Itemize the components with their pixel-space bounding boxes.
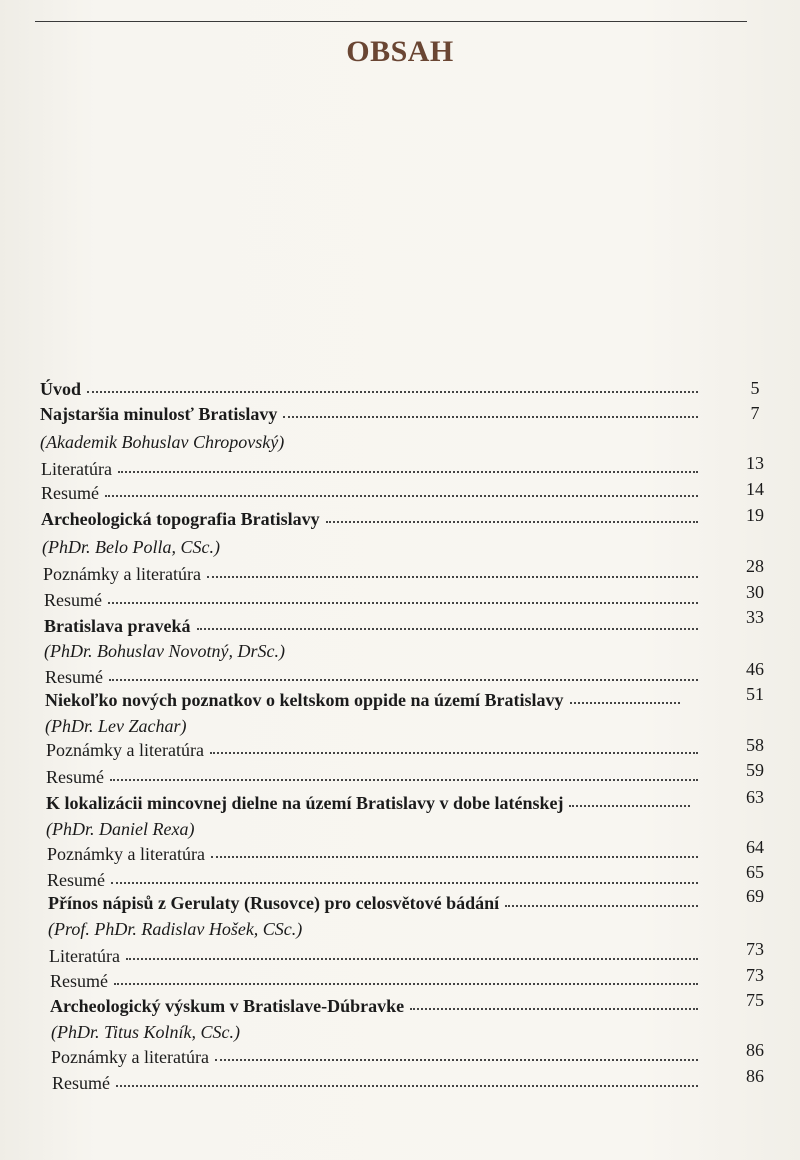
toc-entry-author: (PhDr. Lev Zachar) <box>45 716 187 736</box>
toc-leader-dots <box>215 1055 698 1061</box>
toc-leader-dots <box>211 852 698 858</box>
toc-entry <box>42 537 720 557</box>
toc-entry <box>45 667 698 687</box>
toc-entry-title: Úvod <box>40 379 82 399</box>
toc-page-number: 75 <box>746 990 764 1010</box>
toc-entry <box>46 819 720 839</box>
toc-entry-author: (PhDr. Titus Kolník, CSc.) <box>51 1022 241 1042</box>
toc-entry-title: Resumé <box>47 870 105 890</box>
toc-page-number: 63 <box>746 787 764 807</box>
toc-entry <box>41 459 698 479</box>
toc-page-number: 7 <box>750 403 760 423</box>
toc-leader-dots <box>110 775 698 781</box>
toc-entry <box>49 946 698 966</box>
toc-entry <box>51 1022 720 1042</box>
toc-leader-dots <box>410 1004 698 1010</box>
toc-entry <box>44 616 698 636</box>
toc-entry-title: Resumé <box>41 483 99 503</box>
toc-leader-dots <box>116 1081 698 1087</box>
toc-entry-title: Poznámky a literatúra <box>47 844 205 864</box>
toc-leader-dots <box>105 491 698 497</box>
toc-entry <box>41 483 698 503</box>
toc-leader-dots <box>126 954 698 960</box>
page-title: OBSAH <box>346 35 454 68</box>
toc-page-number: 46 <box>746 659 764 679</box>
toc-page-number: 13 <box>746 453 764 473</box>
toc-entry-title: Bratislava praveká <box>44 616 191 636</box>
toc-entry-title: Přínos nápisů z Gerulaty (Rusovce) pro celosvětové bádání <box>48 893 500 913</box>
toc-entry-title: Poznámky a literatúra <box>43 564 201 584</box>
toc-entry <box>46 793 690 813</box>
toc-entry <box>50 996 698 1016</box>
toc-leader-dots <box>114 979 698 985</box>
toc-entry-title: Resumé <box>50 971 108 991</box>
toc-entry-title: Niekoľko nových poznatkov o keltskom oppide na území Bratislavy <box>45 690 564 710</box>
top-rule <box>35 21 747 22</box>
toc-leader-dots <box>505 901 698 907</box>
toc-entry <box>50 971 698 991</box>
toc-leader-dots <box>207 572 698 578</box>
toc-entry-title: Najstaršia minulosť Bratislavy <box>40 404 278 424</box>
toc-entry-title: Poznámky a literatúra <box>51 1047 209 1067</box>
toc-page-number: 58 <box>746 735 764 755</box>
toc-page-number: 51 <box>746 684 764 704</box>
toc-entry <box>48 893 698 913</box>
toc-entry <box>41 509 698 529</box>
toc-entry-title: Resumé <box>44 590 102 610</box>
toc-page-number: 73 <box>746 939 764 959</box>
toc-entry <box>44 590 698 610</box>
toc-entry <box>52 1073 698 1093</box>
toc-entry <box>45 716 720 736</box>
toc-page-number: 86 <box>746 1066 764 1086</box>
toc-entry-title: Resumé <box>46 767 104 787</box>
toc-entry <box>46 767 698 787</box>
toc-leader-dots <box>109 675 698 681</box>
toc-entry-author: (Akademik Bohuslav Chropovský) <box>40 432 285 452</box>
toc-entry-title: Resumé <box>45 667 103 687</box>
toc-entry <box>48 919 720 939</box>
toc-entry-author: (Prof. PhDr. Radislav Hošek, CSc.) <box>48 919 303 939</box>
toc-leader-dots <box>326 517 698 523</box>
toc-page-number: 14 <box>746 479 764 499</box>
toc-page-number: 59 <box>746 760 764 780</box>
toc-leader-dots <box>569 801 690 807</box>
toc-entry-author: (PhDr. Daniel Rexa) <box>46 819 195 839</box>
toc-entry <box>47 844 698 864</box>
toc-leader-dots <box>118 467 698 473</box>
toc-entry <box>51 1047 698 1067</box>
toc-entry-title: Archeologický výskum v Bratislave-Dúbravke <box>50 996 405 1016</box>
toc-entry <box>40 379 698 399</box>
toc-leader-dots <box>283 412 698 418</box>
toc-page-number: 28 <box>746 556 764 576</box>
toc-entry <box>46 740 698 760</box>
toc-leader-dots <box>570 698 681 704</box>
toc-leader-dots <box>197 624 699 630</box>
toc-page-number: 69 <box>746 886 764 906</box>
toc-entry-author: (PhDr. Bohuslav Novotný, DrSc.) <box>44 641 285 661</box>
toc-page-number: 33 <box>746 607 764 627</box>
toc-entry-title: Literatúra <box>41 459 112 479</box>
toc-entry <box>40 432 720 452</box>
toc-leader-dots <box>87 387 698 393</box>
toc-page-number: 86 <box>746 1040 764 1060</box>
toc-entry <box>40 404 698 424</box>
toc-entry <box>44 641 720 661</box>
toc-entry-title: Resumé <box>52 1073 110 1093</box>
toc-entry-title: Literatúra <box>49 946 120 966</box>
toc-leader-dots <box>111 878 698 884</box>
toc-page-number: 5 <box>750 378 760 398</box>
toc-entry-title: Poznámky a literatúra <box>46 740 204 760</box>
toc-entry-title: Archeologická topografia Bratislavy <box>41 509 320 529</box>
toc-entry-title: K lokalizácii mincovnej dielne na území Bratislavy v dobe laténskej <box>46 793 564 813</box>
toc-entry <box>43 564 698 584</box>
toc-leader-dots <box>108 598 698 604</box>
toc-page-number: 19 <box>746 505 764 525</box>
toc-page-number: 30 <box>746 582 764 602</box>
toc-leader-dots <box>210 748 698 754</box>
toc-page-number: 65 <box>746 862 764 882</box>
toc-entry <box>47 870 698 890</box>
toc-page-number: 73 <box>746 965 764 985</box>
toc-entry <box>45 690 680 710</box>
toc-entry-author: (PhDr. Belo Polla, CSc.) <box>42 537 220 557</box>
toc-page-number: 64 <box>746 837 764 857</box>
